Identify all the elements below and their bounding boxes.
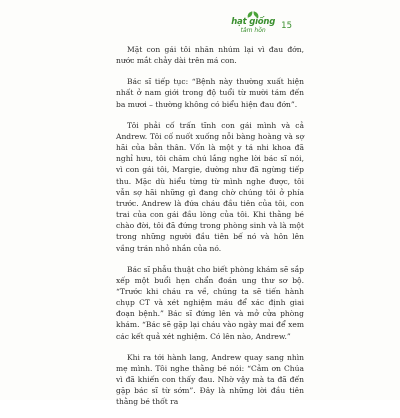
- logo-text-bottom: tâm hồn: [240, 26, 266, 34]
- page-number: 15: [281, 21, 292, 31]
- body-text: [116, 44, 304, 418]
- logo-text-top: hạt giống: [231, 17, 276, 27]
- paragraph: Bác sĩ tiếp tục: “Bệnh này thường xuất hiện nhất ở nam giới trong độ tuổi từ mười tám đến ba mươi – thường không có biểu hiện đau đớn”.: [116, 77, 304, 109]
- page-header: [231, 12, 292, 34]
- paragraph: Mặt con gái tôi nhăn nhúm lại vì đau đớn, nước mắt chảy dài trên má con.: [116, 45, 304, 66]
- sprout-icon: [246, 12, 260, 18]
- publisher-logo: [231, 12, 275, 34]
- paragraph: Khi ra tới hành lang, Andrew quay sang nhìn mẹ mình. Tôi nghe thằng bé nói: “Cảm ơn Chúa vì đã khiến con thấy đau. Nhờ vậy mà ta đã đến gặp bác sĩ từ sớm”. Đây là những lời đầu tiên thằng bé thốt ra: [116, 352, 304, 407]
- paragraph: Bác sĩ phẫu thuật cho biết phòng khám sẽ sắp xếp một buổi hẹn chẩn đoán ung thư sơ bộ. “Trước khi cháu ra về, chúng ta sẽ tiến hành chụp CT và xét nghiệm máu để xác định giai đoạn bệnh.” Bác sĩ đứng lên và mở cửa phòng khám. “Bác sẽ gặp lại cháu vào ngày mai để xem các kết quả xét nghiệm. Có lên nào, Andrew.”: [116, 264, 304, 341]
- paragraph: Tôi phải cố trấn tĩnh con gái mình và cả Andrew. Tôi cố nuốt xuống nỗi bàng hoàng và sợ hãi của bản thân. Vốn là một y tá nhi khoa đã nghỉ hưu, tôi chăm chú lắng nghe lời bác sĩ nói, vì con gái tôi, Margie, dường như đã ngừng tiếp thu. Mặc dù hiểu từng từ mình nghe được, tôi vẫn sợ hãi những gì đang chờ chúng tôi ở phía trước. Andrew là đứa cháu đầu tiên của tôi, con trai của con gái đầu lòng của tôi. Khi thằng bé chào đời, tôi đã đứng trong phòng sinh và là một trong những người đầu tiên bế nó và hôn lên vầng trán nhỏ nhắn của nó.: [116, 120, 304, 253]
